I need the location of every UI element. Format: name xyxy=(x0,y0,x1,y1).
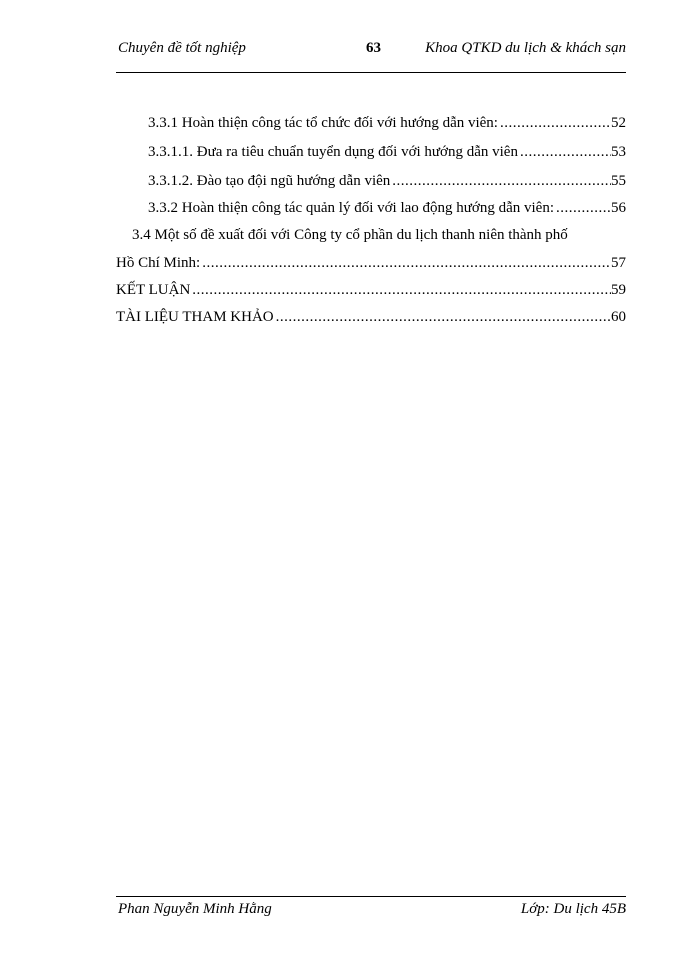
toc-entry-page: 53 xyxy=(611,144,626,160)
header-divider xyxy=(116,72,626,73)
toc-entry-3-4-line2[interactable] xyxy=(116,252,626,274)
toc-leader-dots xyxy=(276,306,611,328)
toc-entry-page: 56 xyxy=(611,200,626,216)
page-header xyxy=(118,40,626,64)
toc-leader-dots xyxy=(202,252,611,274)
toc-entry-label: TÀI LIỆU THAM KHẢO xyxy=(116,309,274,325)
toc-leader-dots xyxy=(192,279,611,301)
toc-leader-dots xyxy=(556,197,611,219)
header-document-type: Chuyên đề tốt nghiệp xyxy=(118,40,246,56)
toc-entry-3-3-1[interactable] xyxy=(116,112,626,134)
toc-entry-page: 59 xyxy=(611,282,626,298)
toc-entry-label: 3.3.1 Hoàn thiện công tác tổ chức đối với hướng dẫn viên: xyxy=(148,115,498,131)
toc-leader-dots xyxy=(520,141,611,163)
toc-leader-dots xyxy=(392,170,611,192)
footer-class: Lớp: Du lịch 45B xyxy=(520,901,626,917)
footer-divider xyxy=(116,896,626,897)
toc-entry-label: 3.3.1.1. Đưa ra tiêu chuẩn tuyển dụng đối với hướng dẫn viên xyxy=(148,144,518,160)
toc-entry-3-3-1-1[interactable] xyxy=(116,141,626,163)
footer-author: Phan Nguyễn Minh Hằng xyxy=(118,901,272,917)
toc-entry-page: 52 xyxy=(611,115,626,131)
toc-entry-tai-lieu-tham-khao[interactable] xyxy=(116,306,626,328)
toc-entry-label: 3.3.2 Hoàn thiện công tác quản lý đối với lao động hướng dẫn viên: xyxy=(148,200,555,216)
toc-entry-3-4-line1[interactable] xyxy=(116,224,626,246)
toc-entry-label: KẾT LUẬN xyxy=(116,282,191,298)
toc-leader-dots xyxy=(500,112,611,134)
toc-entry-page: 55 xyxy=(611,173,626,189)
toc-entry-page: 60 xyxy=(611,309,626,325)
toc-entry-label: Hồ Chí Minh: xyxy=(116,255,201,271)
header-faculty: Khoa QTKD du lịch & khách sạn xyxy=(425,40,626,56)
toc-entry-3-3-2[interactable] xyxy=(116,197,626,219)
toc-entry-label: 3.4 Một số đề xuất đối với Công ty cổ phần du lịch thanh niên thành phố xyxy=(132,227,568,243)
toc-entry-page: 57 xyxy=(611,255,626,271)
page-footer xyxy=(118,901,626,925)
toc-entry-3-3-1-2[interactable] xyxy=(116,170,626,192)
header-page-number: 63 xyxy=(366,40,381,56)
toc-entry-ket-luan[interactable] xyxy=(116,279,626,301)
toc-entry-label: 3.3.1.2. Đào tạo đội ngũ hướng dẫn viên xyxy=(148,173,391,189)
